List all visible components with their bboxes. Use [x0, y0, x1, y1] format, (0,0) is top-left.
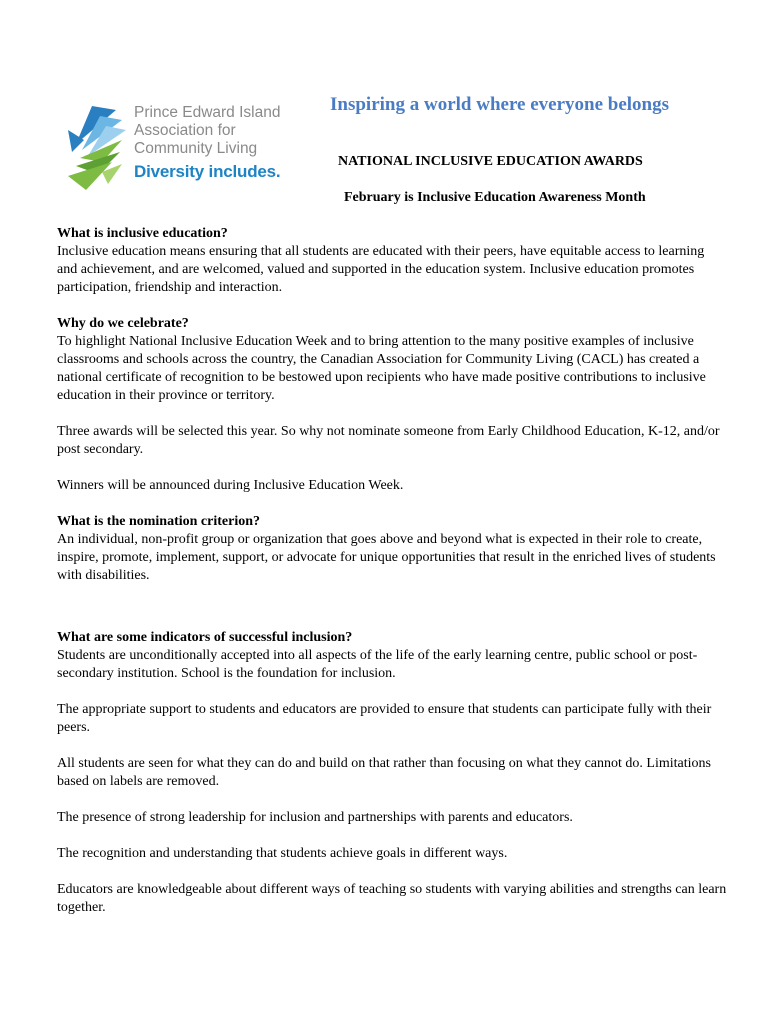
indicator-item: The presence of strong leadership for inclusion and partnerships with parents and educators. [57, 810, 573, 825]
awards-title: NATIONAL INCLUSIVE EDUCATION AWARDS [338, 154, 643, 169]
indicator-item: Educators are knowledgeable about different ways of teaching so students with varying abilities and strengths can learn together. [57, 882, 727, 915]
slogan: Inspiring a world where everyone belongs [330, 94, 670, 115]
document-body [57, 225, 727, 917]
indicator-item: All students are seen for what they can do and build on that rather than focusing on what they cannot do. Limitations based on labels are removed. [57, 756, 711, 789]
month-line: February is Inclusive Education Awareness Month [344, 190, 646, 205]
indicator-item: Students are unconditionally accepted into all aspects of the life of the early learning centre, public school or post-secondary institution. School is the foundation for inclusion. [57, 648, 698, 681]
paragraph-why: To highlight National Inclusive Education Week and to bring attention to the many positive examples of inclusive classrooms and schools across the country, the Canadian Association for Community Living (CACL) has created a national certificate of recognition to be bestowed upon recipients who have made positive contributions to inclusive education in their province or territory. [57, 334, 706, 403]
paragraph-criterion: An individual, non-profit group or organization that goes above and beyond what is expected in their role to create, inspire, promote, implement, support, or advocate for unique opportunities that result in the enriched lives of students with disabilities. [57, 532, 716, 583]
indicator-item: The appropriate support to students and educators are provided to ensure that students can participate fully with their peers. [57, 702, 712, 735]
indicator-item: The recognition and understanding that students achieve goals in different ways. [57, 846, 508, 861]
heading-criterion: What is the nomination criterion? [57, 514, 260, 529]
paragraph-awards: Three awards will be selected this year. So why not nominate someone from Early Childhood Education, K-12, and/or post secondary. [57, 424, 720, 457]
heading-why: Why do we celebrate? [57, 316, 189, 331]
heading-what-is: What is inclusive education? [57, 226, 228, 241]
paragraph-winners: Winners will be announced during Inclusive Education Week. [57, 478, 404, 493]
heading-indicators: What are some indicators of successful inclusion? [57, 630, 353, 645]
logo-tagline: Diversity includes. [134, 162, 281, 181]
logo-org-name: Prince Edward Island Association for Community Living [134, 104, 281, 157]
logo-mark-icon [62, 100, 132, 200]
peiacl-logo [62, 100, 282, 200]
paragraph-what-is: Inclusive education means ensuring that all students are educated with their peers, have equitable access to learning and achievement, and are welcomed, valued and supported in the education system. Inclusive education promotes participation, friendship and interaction. [57, 244, 705, 295]
